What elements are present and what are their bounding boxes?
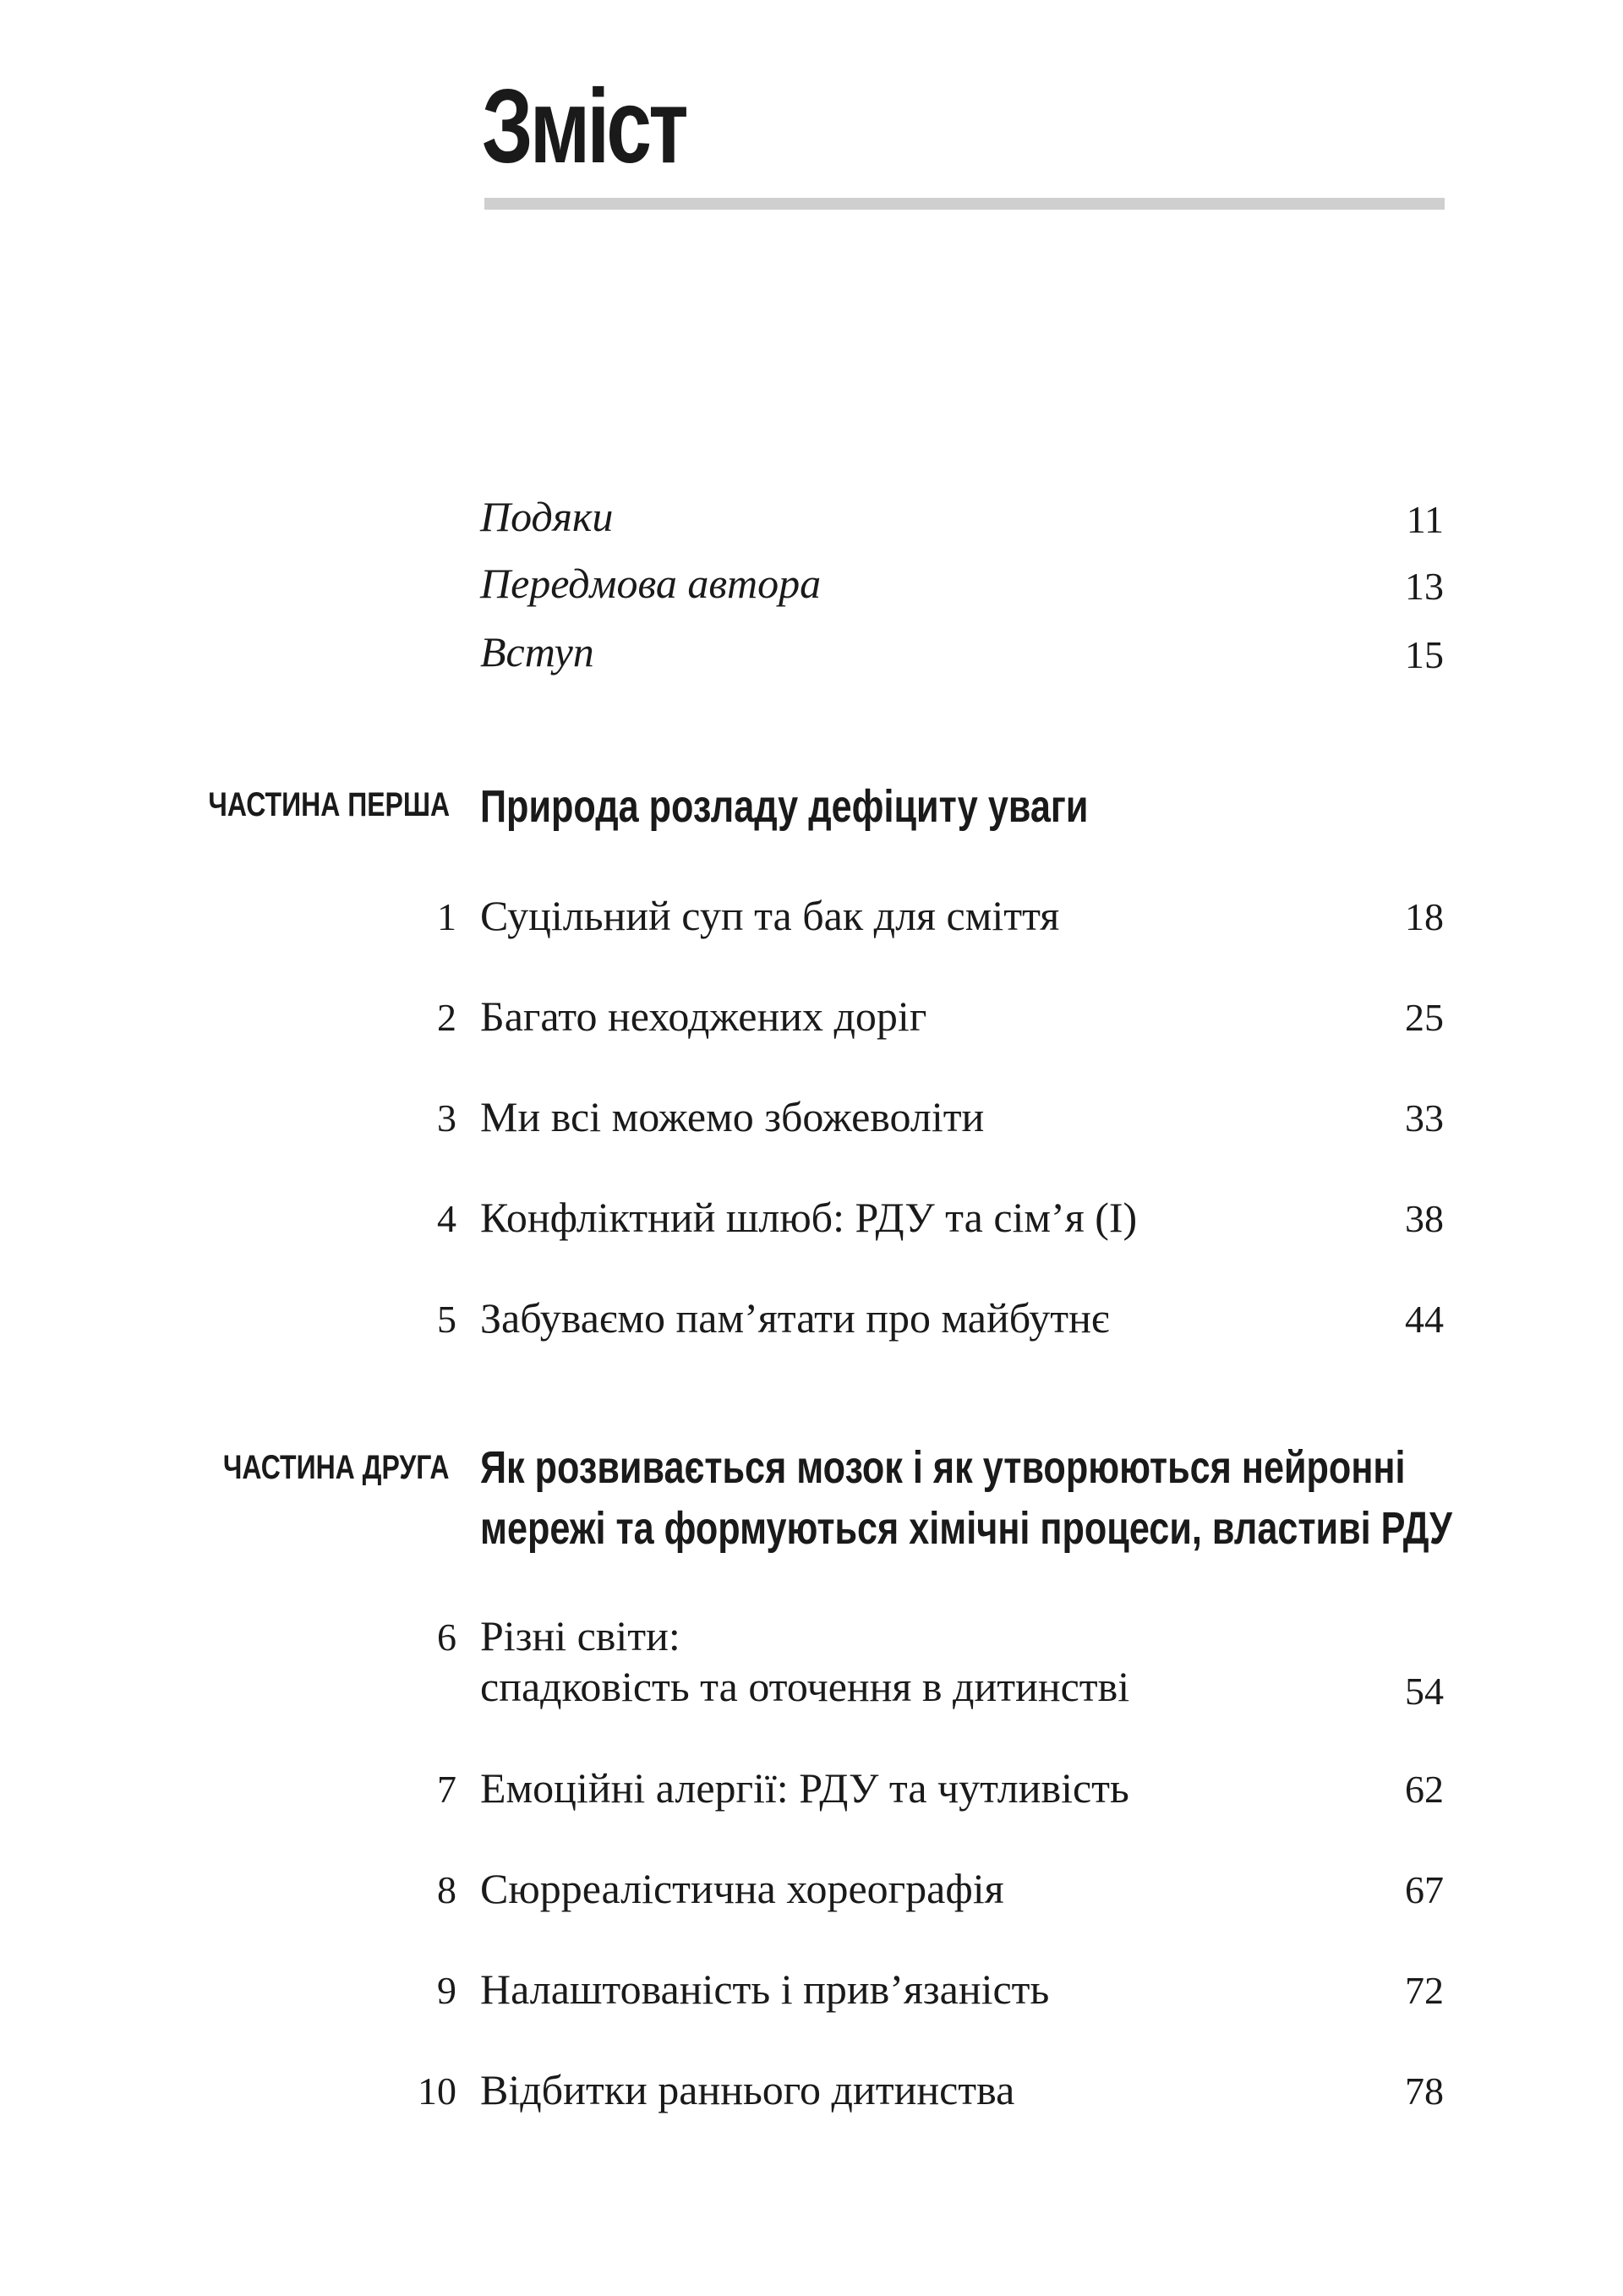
chapter-number: 3 — [437, 1096, 456, 1140]
part-label: ЧАСТИНА ДРУГА — [223, 1449, 450, 1486]
page-title: Зміст — [482, 68, 686, 185]
chapter-number: 2 — [437, 996, 456, 1039]
part-title-line-2: мережі та формуються хімічні процеси, властиві РДУ — [480, 1503, 1452, 1554]
chapter-number: 6 — [437, 1615, 456, 1659]
part-title-line-1: Як розвивається мозок і як утворюються нейронні — [480, 1442, 1406, 1493]
chapter-title: Забуваємо пам’ятати про майбутнє — [480, 1294, 1110, 1342]
toc-entry-title: Подяки — [480, 493, 614, 540]
chapter-number: 8 — [437, 1868, 456, 1911]
chapter-title: Суцільний суп та бак для сміття — [480, 892, 1060, 939]
chapter-number: 1 — [437, 895, 456, 938]
toc-page-number: 78 — [1405, 2069, 1444, 2113]
chapter-title: Багато неходжених доріг — [480, 992, 927, 1040]
chapter-title: Відбитки раннього дитинства — [480, 2066, 1015, 2113]
toc-page-number: 13 — [1405, 565, 1444, 608]
chapter-number: 10 — [418, 2069, 456, 2113]
toc-page-number: 62 — [1405, 1768, 1444, 1811]
title-underline — [484, 198, 1445, 210]
part-title: Природа розладу дефіциту уваги — [480, 781, 1089, 832]
toc-page-number: 38 — [1405, 1197, 1444, 1240]
toc-page-number: 54 — [1405, 1670, 1444, 1713]
part-label: ЧАСТИНА ПЕРША — [208, 786, 450, 823]
toc-page-number: 18 — [1405, 895, 1444, 938]
toc-entry-title: Вступ — [480, 628, 594, 675]
chapter-number: 4 — [437, 1197, 456, 1240]
toc-page-number: 67 — [1405, 1868, 1444, 1911]
chapter-subtitle: спадковість та оточення в дитинстві — [480, 1663, 1130, 1710]
chapter-title: Сюрреалістична хореографія — [480, 1865, 1004, 1912]
toc-page-number: 25 — [1405, 996, 1444, 1039]
toc-page-number: 11 — [1406, 498, 1444, 541]
chapter-title: Конфліктний шлюб: РДУ та сім’я (I) — [480, 1194, 1138, 1241]
toc-page-number: 33 — [1405, 1096, 1444, 1140]
chapter-number: 7 — [437, 1768, 456, 1811]
toc-page-number: 15 — [1405, 633, 1444, 676]
chapter-number: 5 — [437, 1298, 456, 1341]
toc-page-number: 44 — [1405, 1298, 1444, 1341]
chapter-title: Різні світи: — [480, 1612, 680, 1659]
chapter-title: Ми всі можемо збожеволіти — [480, 1093, 985, 1140]
toc-entry-title: Передмова автора — [480, 560, 822, 607]
chapter-title: Налаштованість і прив’язаність — [480, 1965, 1050, 2013]
toc-page-number: 72 — [1405, 1969, 1444, 2012]
chapter-title: Емоційні алергії: РДУ та чутливість — [480, 1764, 1129, 1812]
chapter-number: 9 — [437, 1969, 456, 2012]
